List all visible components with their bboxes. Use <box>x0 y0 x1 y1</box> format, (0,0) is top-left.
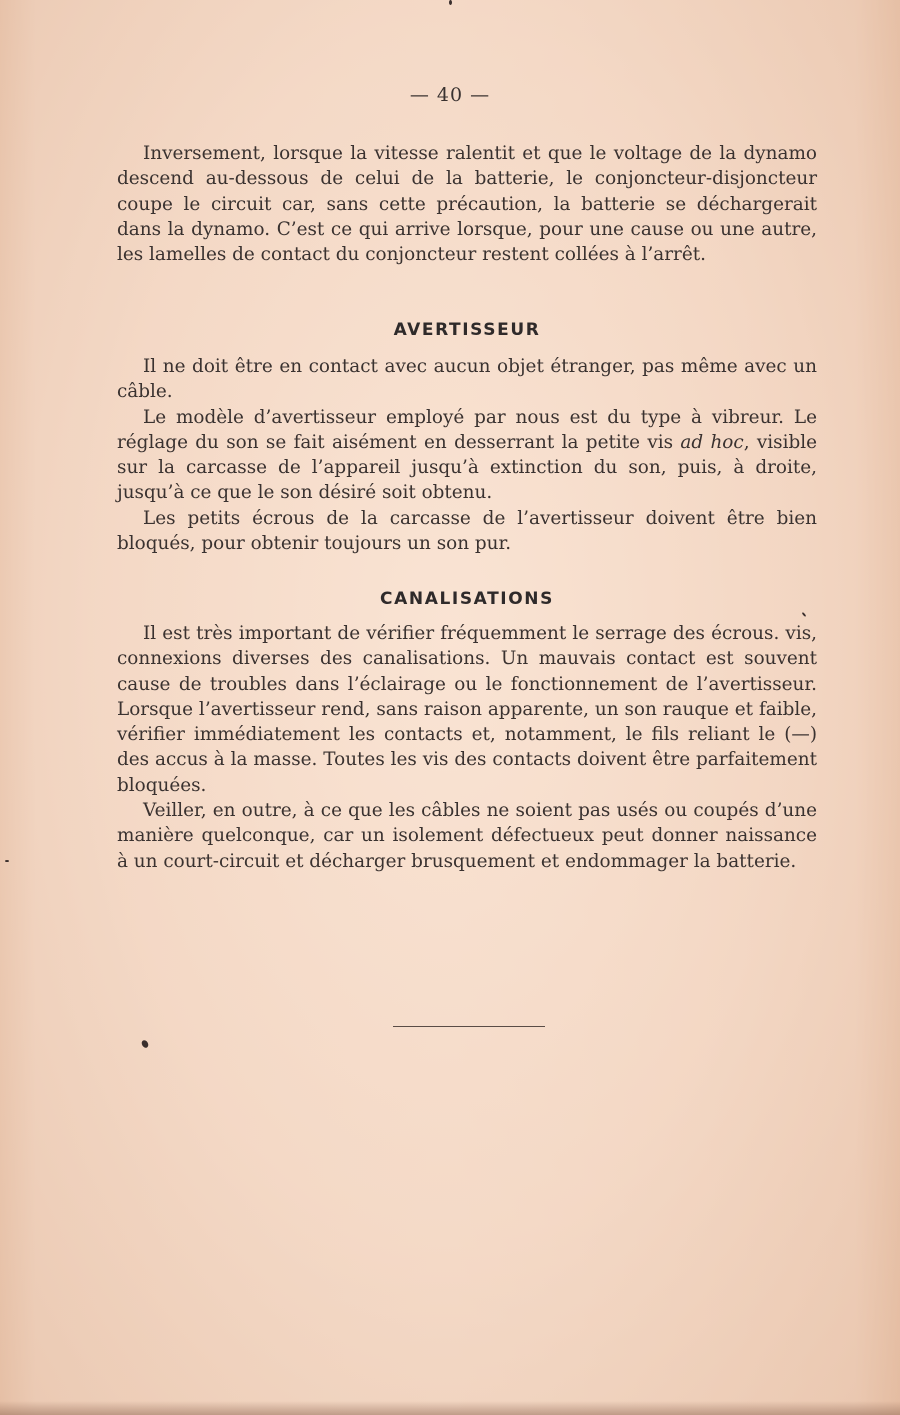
avertisseur-paragraph-2 <box>117 405 817 506</box>
ink-speck <box>5 860 9 862</box>
avertisseur-paragraph-3: Les petits écrous de la carcasse de l’avertisseur doivent être bien bloqués, pour obtenir toujours un son pur. <box>117 507 817 555</box>
heading-avertisseur: AVERTISSEUR <box>393 320 541 340</box>
canalisations-section <box>117 621 817 874</box>
canalisations-paragraph-1: Il est très important de vérifier fréquemment le serrage des écrous. vis, connexions diverses des canalisations. Un mauvais contact est souvent cause de troubles dans l’éclairage ou le fonctionnement de l’avertisseur. Lorsque l’avertisseur rend, sans raison apparente, un son rauque et faible, vérifier immédiatement les contacts et, notamment, le fils reliant le (—) des accus à la masse. Toutes les vis des contacts doivent être parfaitement bloquées. <box>117 623 817 796</box>
end-separator-rule <box>393 1026 545 1027</box>
avertisseur-paragraph-1: Il ne doit être en contact avec aucun objet étranger, pas même avec un câble. <box>117 356 817 403</box>
avertisseur-paragraph-2-italic: ad hoc <box>680 431 744 453</box>
avertisseur-section <box>117 354 817 556</box>
page-bottom-edge <box>0 1401 900 1415</box>
heading-canalisations: CANALISATIONS <box>380 589 554 609</box>
intro-paragraph: Inversement, lorsque la vitesse ralentit et que le voltage de la dynamo descend au-dessous de celui de la batterie, le conjoncteur-disjoncteur coupe le circuit car, sans cette précaution, la batterie se déchargerait dans la dynamo. C’est ce qui arrive lorsque, pour une cause ou une autre, les lamelles de contact du conjoncteur restent collées à l’arrêt. <box>117 143 817 266</box>
canalisations-paragraph-2: Veiller, en outre, à ce que les câbles ne soient pas usés ou coupés d’une manière quelconque, car un isolement défectueux peut donner naissance à un court-circuit et décharger brusquement et endommager la batterie. <box>117 800 817 872</box>
page-number: — 40 — <box>409 84 491 106</box>
avertisseur-paragraph-2-text-a: Le modèle d’avertisseur employé par nous est du type à vibreur. Le réglage du son se fait aisément en desserrant la petite vis <box>117 406 817 453</box>
ink-speck <box>449 0 452 5</box>
avertisseur-paragraph-2-text-b: , visible sur la carcasse de l’appareil jusqu’à extinction du son, puis, à droite, jusqu’à ce que le son désiré soit obtenu. <box>117 431 817 504</box>
intro-section <box>117 141 817 267</box>
